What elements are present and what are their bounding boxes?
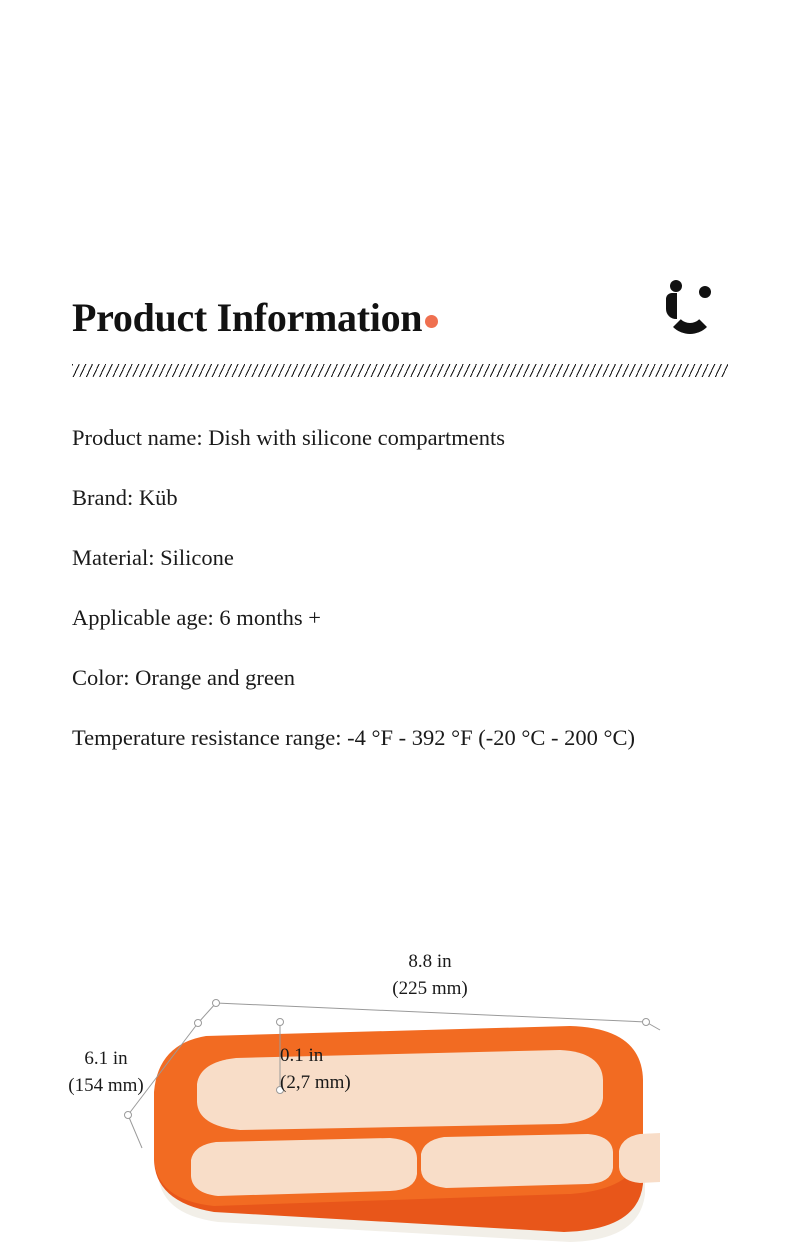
hatched-divider xyxy=(72,364,728,377)
spec-product-name: Product name: Dish with silicone compartments xyxy=(72,425,506,450)
title-wrap xyxy=(72,294,438,342)
dim-point-height-start xyxy=(195,1020,202,1027)
spec-brand: Brand: Küb xyxy=(72,485,178,510)
title-accent-dot xyxy=(425,315,438,328)
dimension-width-mm: (225 mm) xyxy=(392,978,468,999)
dim-point-thickness-top xyxy=(277,1019,284,1026)
dimension-thickness-mm: (2,7 mm) xyxy=(280,1072,351,1093)
dimension-width-label xyxy=(330,948,530,1002)
spec-material: Material: Silicone xyxy=(72,545,234,570)
smiley-face-logo-icon xyxy=(666,280,728,334)
spec-applicable-age: Applicable age: 6 months + xyxy=(72,605,321,630)
logo-eye-left xyxy=(670,280,682,292)
product-spec-list xyxy=(72,408,772,768)
logo-mouth xyxy=(666,294,714,334)
dimension-thickness-in: 0.1 in xyxy=(280,1045,324,1066)
dimension-thickness-label xyxy=(280,1042,400,1096)
dim-point-width-end xyxy=(643,1019,650,1026)
spec-color: Color: Orange and green xyxy=(72,665,296,690)
dim-point-width-start xyxy=(213,1000,220,1007)
dim-tick-width-left xyxy=(198,1003,216,1023)
title-row xyxy=(72,280,728,342)
spec-temperature: Temperature resistance range: -4 °F - 392 °F (-20 °C - 200 °C) xyxy=(72,725,636,750)
dimension-height-in: 6.1 in xyxy=(84,1048,128,1069)
dimension-height-label xyxy=(46,1045,166,1099)
dimension-width-in: 8.8 in xyxy=(408,951,452,972)
dim-point-height-end xyxy=(125,1112,132,1119)
page-header xyxy=(72,280,728,377)
product-image-section xyxy=(0,930,800,1238)
page-title: Product Information xyxy=(72,295,423,340)
dimension-height-mm: (154 mm) xyxy=(68,1075,144,1096)
dim-tick-height-bottom xyxy=(128,1115,142,1148)
